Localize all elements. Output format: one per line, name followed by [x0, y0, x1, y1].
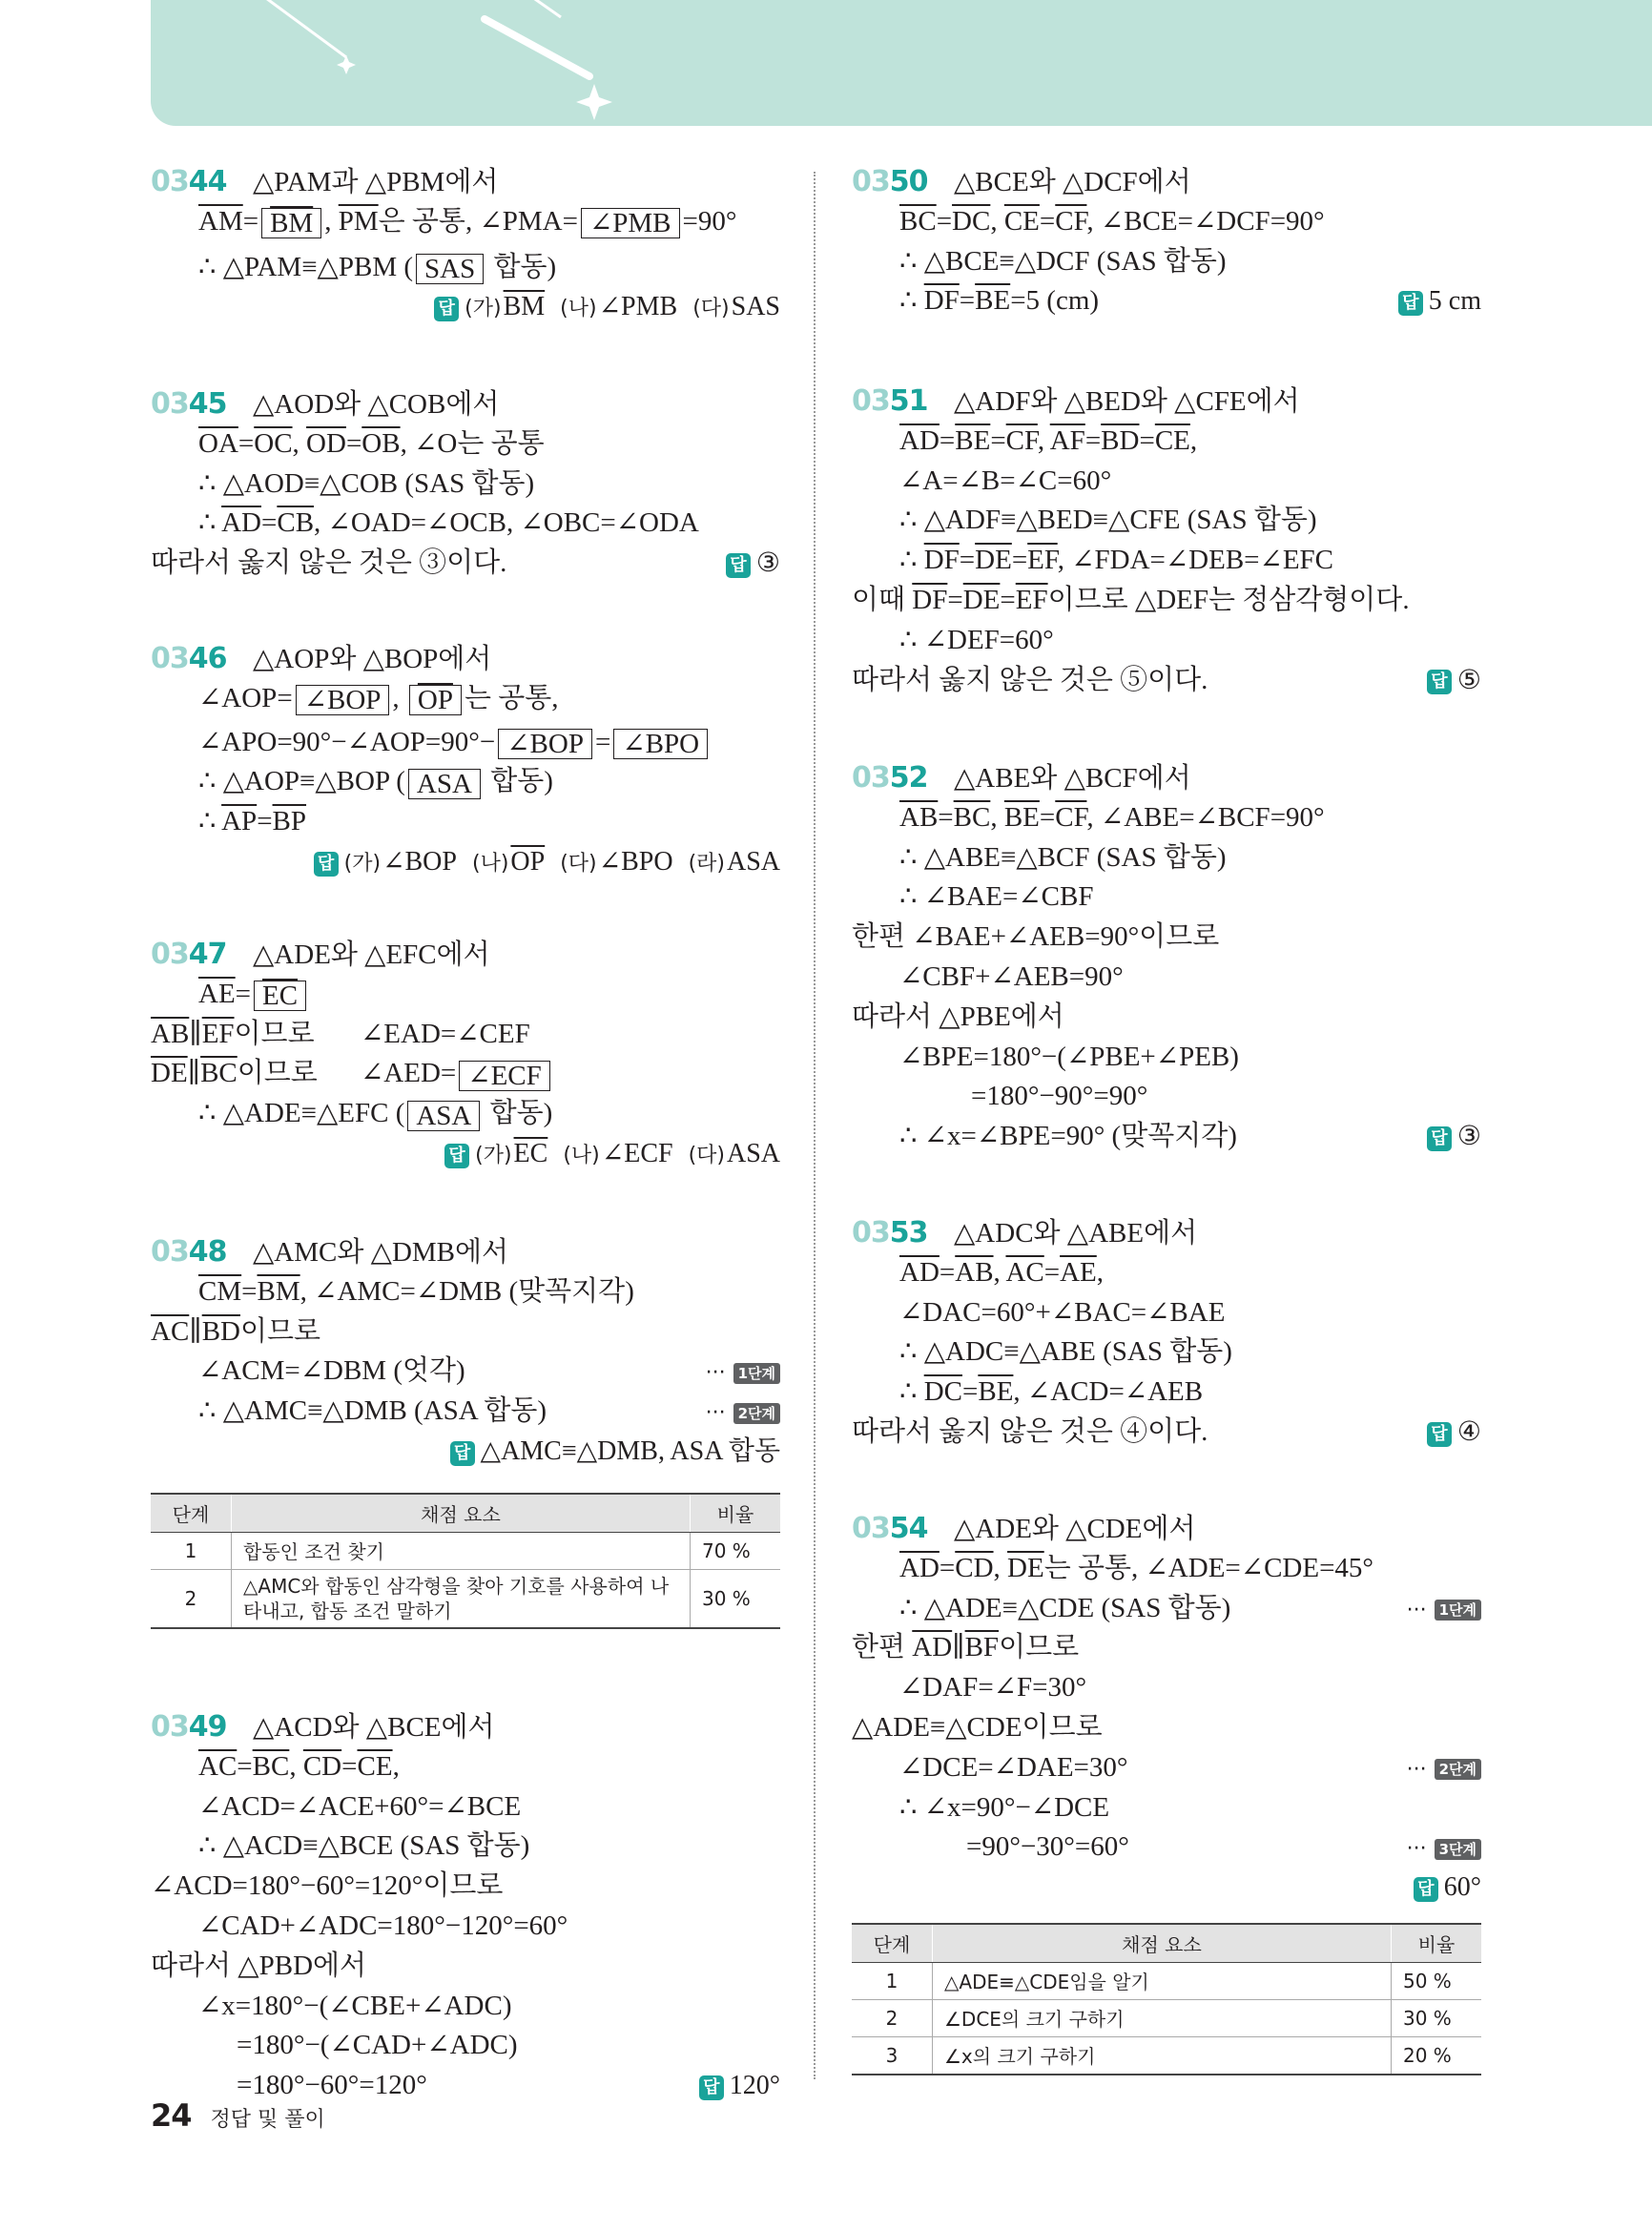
solution-line: 따라서 △PBE에서 — [852, 1001, 1064, 1032]
answer-badge: 답 — [450, 1441, 475, 1466]
step-badge-2: 2단계 — [1435, 1759, 1481, 1780]
solution-line: ∠CBF+∠AEB=90° — [899, 960, 1124, 992]
solution-line: ∴ ∠DEF=60° — [899, 624, 1054, 655]
table-row: 2 ∠DCE의 크기 구하기 30 % — [852, 1999, 1481, 2036]
solution-line: ∴ △BCE≡△DCF (SAS 합동) — [899, 245, 1227, 277]
answer-line: 답 (가)∠BOP (나)$\overline{OP}$ (다)∠BPO (라)ASA — [151, 842, 780, 882]
page-number: 24 — [151, 2097, 192, 2134]
problem-0354: 0354 △ADE와 △CDE에서 $\overline{AD}=\overline{CD}$, $\overline{DE}$는 공통, ∠ADE=∠CDE=45° ∴ △ADE≡△CDE (SAS 합동) ··· 1단계 한편 $\overline{AD}\parallel\overline{BF}$이므로 ∠DAF=∠F=30° △ADE≡△CDE이므로 ∠DCE=∠DAE=30° ··· 2단계 ∴ ∠x=90°−∠DCE =90°−30°=60° ··· 3단계 답 60° 단계 채점 요소 비율 1 △ADE≡△CDE임을 알기 50 % 2 ∠DCE의 크기 구하기 30 % 3 ∠x의 크기 구하기 20 % — [852, 1509, 1481, 2075]
solution-line: $\overline{AD}=\overline{AB}$, $\overline{AC}=\overline{AE}$, — [899, 1256, 1105, 1288]
answer-line: 답 (가)$\overline{BM}$ (나)∠PMB (다)SAS — [151, 287, 780, 327]
solution-line: 한편 $\overline{AD}\parallel\overline{BF}$이므로 — [852, 1632, 1080, 1663]
problem-0352: 0352 △ABE와 △BCF에서 $\overline{AB}=\overline{BC}$, $\overline{BE}=\overline{CF}$, ∠ABE=∠BCF=90° ∴ △ABE≡△BCF (SAS 합동) ∴ ∠BAE=∠CBF 한편 ∠BAE+∠AEB=90°이므로 ∠CBF+∠AEB=90° 따라서 △PBE에서 ∠BPE=180°−(∠PBE+∠PEB) =180°−90°=90° ∴ ∠x=∠BPE=90° (맞꼭지각) 답 ③ — [852, 758, 1481, 1157]
solution-line: ∠A=∠B=∠C=60° — [899, 465, 1112, 496]
solution-line: $\overline{AC}=\overline{BC}$, $\overline{CD}=\overline{CE}$, — [198, 1750, 400, 1782]
problem-0345: 0345 △AOD와 △COB에서 $\overline{OA}=\overline{OC}$, $\overline{OD}=\overline{OB}$, ∠O는 공통 ∴ △AOD≡△COB (SAS 합동) ∴ $\overline{AD}=\overline{CB}$, ∠OAD=∠OCB, ∠OBC=∠ODA 따라서 옳지 않은 것은 ③이다. 답 ③ — [151, 384, 780, 584]
answer-line: 답 △AMC≡△DMB, ASA 합동 — [151, 1432, 780, 1472]
table-row: 1 합동인 조건 찾기 70 % — [151, 1532, 780, 1569]
solution-line: 따라서 옳지 않은 것은 ⑤이다. 답 ⑤ — [852, 664, 1481, 695]
solution-line: =180°−60°=120° 답 120° — [237, 2070, 780, 2101]
problem-number: 0347 — [151, 938, 227, 971]
solution-line: $\overline{AB}=\overline{BC}$, $\overline{BE}=\overline{CF}$, ∠ABE=∠BCF=90° — [899, 801, 1325, 833]
table-row: 3 ∠x의 크기 구하기 20 % — [852, 2036, 1481, 2075]
solution-line: ∴ △AMC≡△DMB (ASA 합동) ··· 2단계 — [151, 1392, 780, 1432]
solution-line: ∴ △PAM≡△PBM ( SAS 합동) — [198, 251, 557, 284]
solution-line: $\overline{BC}=\overline{DC}$, $\overline{CE}=\overline{CF}$, ∠BCE=∠DCF=90° — [899, 205, 1325, 237]
blank-box: ∠PMB — [581, 208, 680, 238]
blank-box: ASA — [408, 769, 481, 799]
solution-line: ∠ACD=∠ACE+60°=∠BCE — [198, 1790, 522, 1822]
problem-number: 0344 — [151, 165, 227, 198]
problem-0348: 0348 △AMC와 △DMB에서 $\overline{CM}=\overline{BM}$, ∠AMC=∠DMB (맞꼭지각) $\overline{AC}\parallel\overline{BD}$이므로 ∠ACM=∠DBM (엇각) ··· 1단계 ∴ △AMC≡△DMB (ASA 합동) ··· 2단계 답 △AMC≡△DMB, ASA 합동 단계 채점 요소 비율 1 합동인 조건 찾기 70 % 2 △AMC와 합동인 삼각형을 찾아 기호를 사용하여 나타내고, 합동 조건 말하기 30 % — [151, 1232, 780, 1629]
solution-line: =90°−30°=60° ··· 3단계 — [852, 1827, 1481, 1868]
answer-badge: 답 — [314, 852, 339, 877]
blank-box: ∠ECF — [459, 1061, 549, 1091]
solution-line: △PAM과 △PBM에서 — [253, 167, 499, 197]
answer-line: 답 (가)$\overline{EC}$ (나)∠ECF (다)ASA — [151, 1134, 780, 1174]
solution-line: ∴ ∠x=90°−∠DCE — [899, 1791, 1110, 1823]
solution-line: ∴ △ABE≡△BCF (SAS 합동) — [899, 841, 1227, 873]
solution-line: ∠BPE=180°−(∠PBE+∠PEB) — [899, 1041, 1239, 1072]
solution-line: =180°−(∠CAD+∠ADC) — [237, 2030, 518, 2061]
problem-number: 0346 — [151, 642, 227, 675]
solution-line: ∴ $\overline{AP}=\overline{BP}$ — [198, 806, 307, 837]
problem-0347: 0347 △ADE와 △EFC에서 $\overline{AE}= \overline{EC}$ $\overline{AB}\parallel\overline{EF}$이므로 ∠EAD=∠CEF $\overline{DE}\parallel\overline{BC}$이므로 ∠AED= ∠ECF ∴ △ADE≡△EFC ( ASA 합동) 답 (가)$\overline{EC}$ (나)∠ECF (다)ASA — [151, 935, 780, 1174]
blank-box: $\overline{BM}$ — [261, 208, 321, 238]
answer-badge: 답 — [1427, 1422, 1452, 1447]
header-banner — [151, 0, 1652, 126]
solution-line: ∠DCE=∠DAE=30° ··· 2단계 — [852, 1748, 1481, 1788]
blank-box: SAS — [416, 254, 484, 284]
shooting-star-icon — [151, 0, 818, 126]
problem-0353: 0353 △ADC와 △ABE에서 $\overline{AD}=\overline{AB}$, $\overline{AC}=\overline{AE}$, ∠DAC=60°+∠BAC=∠BAE ∴ △ADC≡△ABE (SAS 합동) ∴ $\overline{DC}=\overline{BE}$, ∠ACD=∠AEB 따라서 옳지 않은 것은 ④이다. 답 ④ — [852, 1213, 1481, 1453]
solution-line: $\overline{AB}\parallel\overline{EF}$이므로 ∠EAD=∠CEF — [151, 1018, 530, 1049]
footer-title: 정답 및 풀이 — [210, 2108, 325, 2132]
problem-number: 0350 — [852, 165, 928, 198]
answer-badge: 답 — [1427, 1126, 1452, 1151]
blank-box: ∠BOP — [498, 729, 592, 759]
problem-number: 0351 — [852, 384, 928, 418]
solution-line: 한편 ∠BAE+∠AEB=90°이므로 — [852, 921, 1220, 953]
solution-line: ∴ △ADE≡△CDE (SAS 합동) ··· 1단계 — [852, 1589, 1481, 1629]
answer-badge: 답 — [434, 297, 459, 321]
solution-line: ∠ACM=∠DBM (엇각) ··· 1단계 — [151, 1352, 780, 1392]
blank-box: $\overline{EC}$ — [254, 981, 306, 1011]
step-badge-1: 1단계 — [1435, 1600, 1481, 1621]
column-divider — [814, 172, 816, 2079]
solution-line: ∠CAD+∠ADC=180°−120°=60° — [198, 1910, 568, 1941]
solution-line: △ADE≡△CDE이므로 — [852, 1711, 1103, 1743]
solution-line: $\overline{OA}=\overline{OC}$, $\overline{OD}=\overline{OB}$, ∠O는 공통 — [198, 427, 545, 459]
solution-line: ∠DAF=∠F=30° — [899, 1672, 1087, 1703]
solution-line: 따라서 옳지 않은 것은 ④이다. 답 ④ — [852, 1415, 1481, 1447]
solution-line: ∴ △ADE≡△EFC ( ASA 합동) — [198, 1098, 553, 1131]
problem-number: 0353 — [852, 1216, 928, 1249]
solution-line: ∴ $\overline{DF}=\overline{BE}=5$ (cm) 답 5 cm — [899, 285, 1481, 317]
solution-line: ∠DAC=60°+∠BAC=∠BAE — [899, 1296, 1226, 1328]
solution-line: ∠APO=90°−∠AOP=90°− ∠BOP = ∠BPO — [151, 723, 780, 763]
step-badge-3: 3단계 — [1435, 1839, 1481, 1860]
problem-number: 0348 — [151, 1235, 227, 1269]
solution-line: 따라서 옳지 않은 것은 ③이다. 답 ③ — [151, 547, 780, 579]
problem-0344 — [151, 162, 780, 327]
solution-line: $\overline{AE}= \overline{EC}$ — [151, 975, 780, 1015]
solution-line: ∴ $\overline{AD}=\overline{CB}$, ∠OAD=∠OCB, ∠OBC=∠ODA — [198, 507, 699, 539]
problem-0350: 0350 △BCE와 △DCF에서 $\overline{BC}=\overline{DC}$, $\overline{CE}=\overline{CF}$, ∠BCE=∠DCF=90° ∴ △BCE≡△DCF (SAS 합동) ∴ $\overline{DF}=\overline{BE}=5$ (cm) 답 5 cm — [852, 162, 1481, 321]
solution-line: $\overline{AD}=\overline{BE}=\overline{CF}$, $\overline{AF}=\overline{BD}=\overline{CE}$, — [899, 424, 1198, 456]
problem-0351: 0351 △ADF와 △BED와 △CFE에서 $\overline{AD}=\overline{BE}=\overline{CF}$, $\overline{AF}=\overline{BD}=\overline{CE}$, ∠A=∠B=∠C=60° ∴ △ADF≡△BED≡△CFE (SAS 합동) ∴ $\overline{DF}=\overline{DE}=\overline{EF}$, ∠FDA=∠DEB=∠EFC 이때 $\overline{DF}=\overline{DE}=\overline{EF}$이므로 △DEF는 정삼각형이다. ∴ ∠DEF=60° 따라서 옳지 않은 것은 ⑤이다. 답 ⑤ — [852, 382, 1481, 700]
table-row: 1 △ADE≡△CDE임을 알기 50 % — [852, 1962, 1481, 1999]
solution-line: ∠x=180°−(∠CBE+∠ADC) — [198, 1990, 512, 2021]
solution-line: ∴ $\overline{DC}=\overline{BE}$, ∠ACD=∠AEB — [899, 1376, 1204, 1408]
answer-badge: 답 — [699, 2075, 724, 2100]
page-footer — [151, 2097, 325, 2134]
solution-line: ∴ △AOP≡△BOP ( ASA 합동) — [198, 766, 553, 799]
blank-box: ∠BPO — [613, 729, 708, 759]
solution-line: ∴ △ADF≡△BED≡△CFE (SAS 합동) — [899, 505, 1317, 536]
scoring-table: 단계 채점 요소 비율 1 △ADE≡△CDE임을 알기 50 % 2 ∠DCE의 크기 구하기 30 % 3 ∠x의 크기 구하기 20 % — [852, 1923, 1481, 2075]
problem-number: 0345 — [151, 387, 227, 421]
solution-line: =180°−90°=90° — [971, 1081, 1148, 1112]
solution-line: $\overline{AM}= \overline{BM}$ , $\overline{PM}$은 공통, ∠PMA= ∠PMB =90° — [198, 205, 737, 239]
answer-badge: 답 — [726, 553, 751, 578]
solution-line: $\overline{DE}\parallel\overline{BC}$이므로 ∠AED= ∠ECF — [151, 1054, 780, 1094]
answer-badge: 답 — [1427, 670, 1452, 694]
solution-line: 이때 $\overline{DF}=\overline{DE}=\overline{EF}$이므로 △DEF는 정삼각형이다. — [852, 584, 1410, 615]
solution-line: ∴ △ADC≡△ABE (SAS 합동) — [899, 1336, 1232, 1368]
problem-number: 0354 — [852, 1512, 928, 1545]
solution-line: $\overline{AC}\parallel\overline{BD}$이므로 — [151, 1315, 321, 1347]
scoring-table: 단계 채점 요소 비율 1 합동인 조건 찾기 70 % 2 △AMC와 합동인 삼각형을 찾아 기호를 사용하여 나타내고, 합동 조건 말하기 30 % — [151, 1493, 780, 1629]
solution-line: ∠ACD=180°−60°=120°이므로 — [151, 1870, 504, 1902]
problem-0346: 0346 △AOP와 △BOP에서 ∠AOP= ∠BOP , $\overline{OP}$ 는 공통, ∠APO=90°−∠AOP=90°− ∠BOP = ∠BPO ∴ △AOP≡△BOP ( ASA 합동) ∴ $\overline{AP}=\overline{BP}$ 답 (가)∠BOP (나)$\overline{OP}$ (다)∠BPO (라)ASA — [151, 639, 780, 882]
solution-line: ∴ $\overline{DF}=\overline{DE}=\overline{EF}$, ∠FDA=∠DEB=∠EFC — [899, 545, 1334, 576]
answer-badge: 답 — [444, 1144, 469, 1168]
solution-line: ∴ △ACD≡△BCE (SAS 합동) — [198, 1830, 530, 1862]
step-badge-2: 2단계 — [733, 1403, 780, 1424]
solution-line: $\overline{CM}=\overline{BM}$, ∠AMC=∠DMB (맞꼭지각) — [198, 1275, 634, 1307]
problem-number: 0352 — [852, 761, 928, 795]
blank-box: ASA — [407, 1101, 480, 1131]
table-row: 2 △AMC와 합동인 삼각형을 찾아 기호를 사용하여 나타내고, 합동 조건 말하기 30 % — [151, 1569, 780, 1628]
problem-0349: 0349 △ACD와 △BCE에서 $\overline{AC}=\overline{BC}$, $\overline{CD}=\overline{CE}$, ∠ACD=∠ACE+60°=∠BCE ∴ △ACD≡△BCE (SAS 합동) ∠ACD=180°−60°=120°이므로 ∠CAD+∠ADC=180°−120°=60° 따라서 △PBD에서 ∠x=180°−(∠CBE+∠ADC) =180°−(∠CAD+∠ADC) =180°−60°=120° 답 120° — [151, 1707, 780, 2106]
solution-line: ∠AOP= ∠BOP , $\overline{OP}$ 는 공통, — [198, 682, 559, 716]
answer-line: 답 60° — [852, 1868, 1481, 1908]
solution-line: $\overline{AD}=\overline{CD}$, $\overline{DE}$는 공통, ∠ADE=∠CDE=45° — [899, 1552, 1374, 1583]
blank-box: ∠BOP — [296, 685, 390, 715]
answer-badge: 답 — [1398, 291, 1423, 316]
solution-line: ∴ ∠BAE=∠CBF — [899, 881, 1094, 913]
solution-line: 따라서 △PBD에서 — [151, 1950, 367, 1981]
problem-number: 0349 — [151, 1710, 227, 1744]
step-badge-1: 1단계 — [733, 1363, 780, 1384]
blank-box: $\overline{OP}$ — [409, 685, 462, 715]
answer-badge: 답 — [1414, 1877, 1438, 1902]
solution-line: ∴ ∠x=∠BPE=90° (맞꼭지각) 답 ③ — [899, 1121, 1481, 1152]
solution-line: ∴ △AOD≡△COB (SAS 합동) — [198, 467, 535, 499]
